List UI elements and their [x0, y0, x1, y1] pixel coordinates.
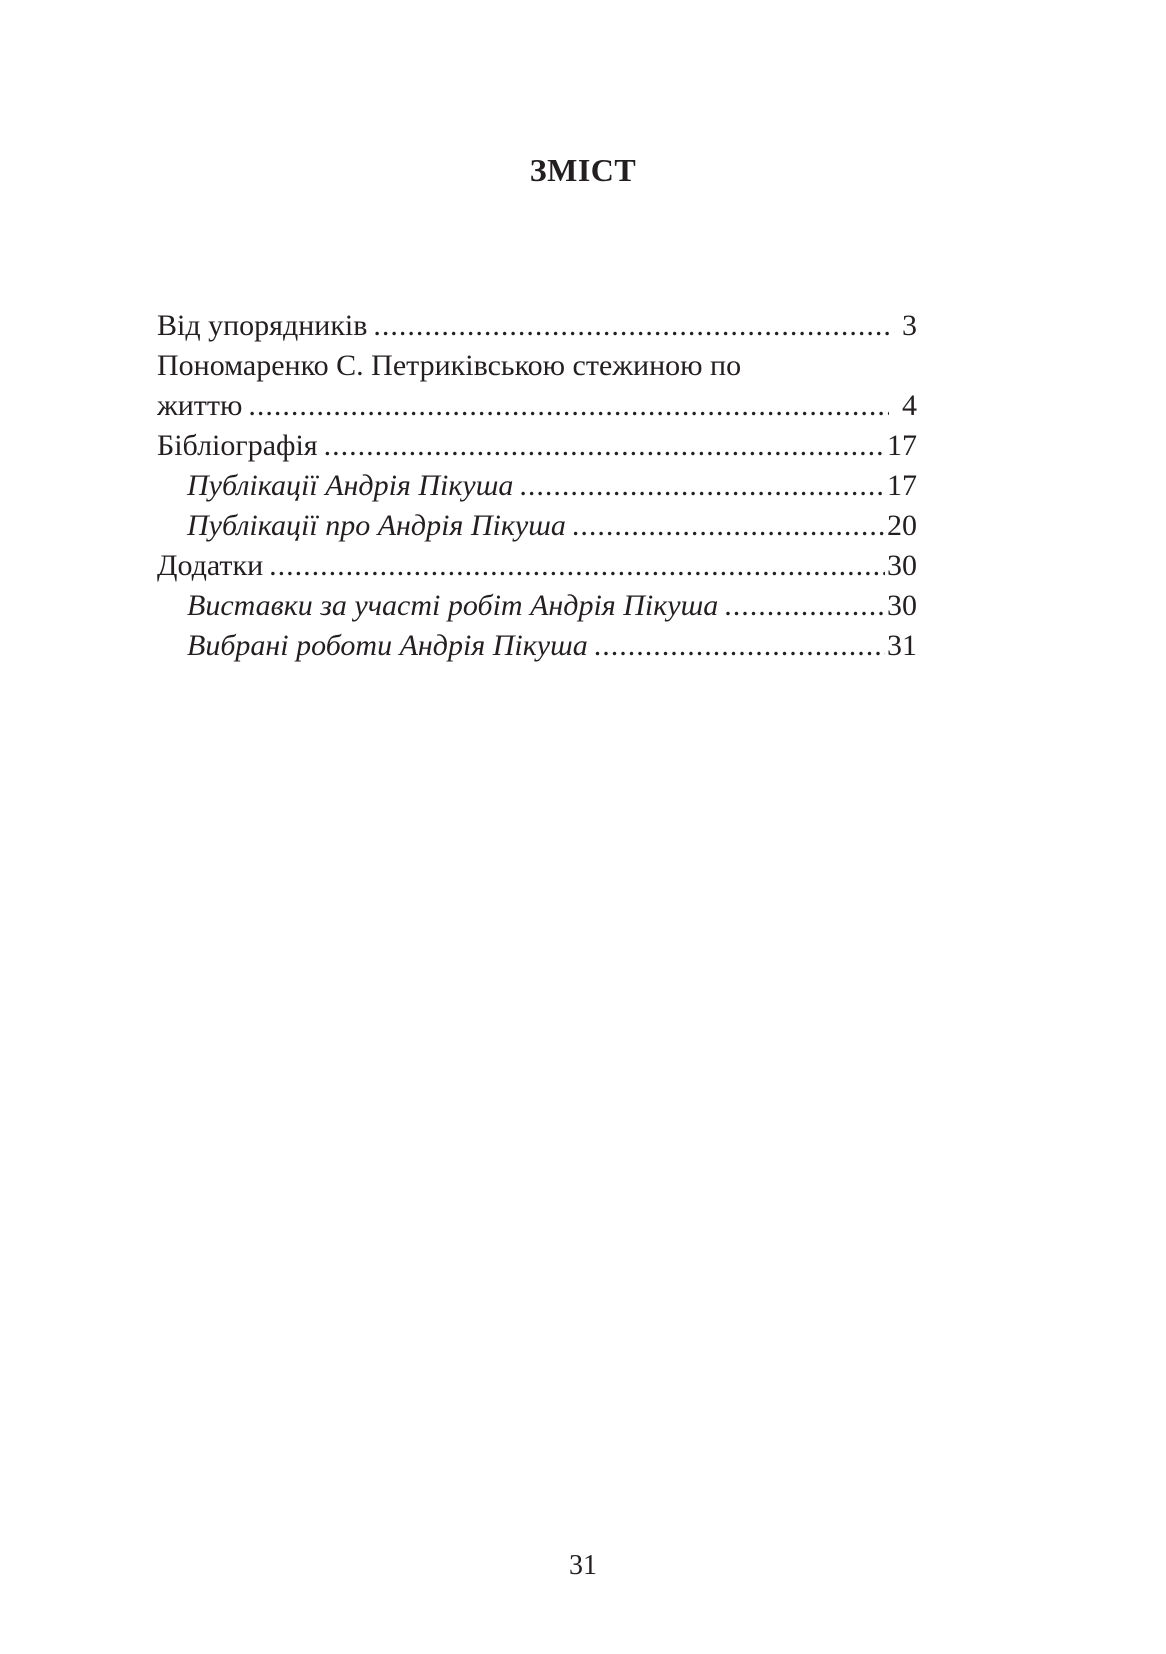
toc-subentry: [157, 506, 917, 546]
toc-entry-label: Публікації Андрія Пікуша: [187, 466, 519, 506]
toc-entry-page: 4: [902, 389, 917, 422]
toc-subentry: [157, 586, 917, 626]
toc-entry-page: 31: [887, 629, 917, 662]
toc-entry: [157, 386, 917, 426]
toc-entry-label: життю: [157, 386, 248, 426]
toc-dot-leader: [269, 546, 885, 586]
toc-entry-label: Виставки за участі робіт Андрія Пікуша: [187, 586, 724, 626]
toc-subentry: [157, 466, 917, 506]
toc-entry: [157, 426, 917, 466]
toc-entry-label: Додатки: [157, 546, 269, 586]
toc-entry-page: 30: [887, 549, 917, 582]
toc-entry-label: Пономаренко С. Петриківською стежиною по: [157, 349, 747, 382]
toc-entry-label: Від упорядників: [157, 306, 373, 346]
toc-dot-leader: [373, 306, 889, 346]
toc-entry-page: 17: [887, 429, 917, 462]
toc-entry-label: Вибрані роботи Андрія Пікуша: [187, 626, 594, 666]
toc-entry-page: 20: [887, 509, 917, 542]
toc-entry: [157, 546, 917, 586]
toc-dot-leader: [572, 506, 885, 546]
page-number: 31: [569, 1550, 597, 1581]
toc-entry-page: 17: [887, 469, 917, 502]
toc-subentry: [157, 626, 917, 666]
page-title: ЗМІСТ: [529, 152, 637, 188]
toc-entry-page: 30: [887, 589, 917, 622]
toc-entry-label: Публікації про Андрія Пікуша: [187, 506, 572, 546]
toc-dot-leader: [248, 386, 889, 426]
toc-dot-leader: [724, 586, 885, 626]
toc-dot-leader: [324, 426, 885, 466]
table-of-contents: [157, 306, 917, 666]
toc-entry-page: 3: [902, 309, 917, 342]
toc-dot-leader: [519, 466, 885, 506]
toc-entry-label: Бібліографія: [157, 426, 324, 466]
toc-entry: [157, 346, 917, 386]
toc-entry: [157, 306, 917, 346]
toc-dot-leader: [594, 626, 885, 666]
